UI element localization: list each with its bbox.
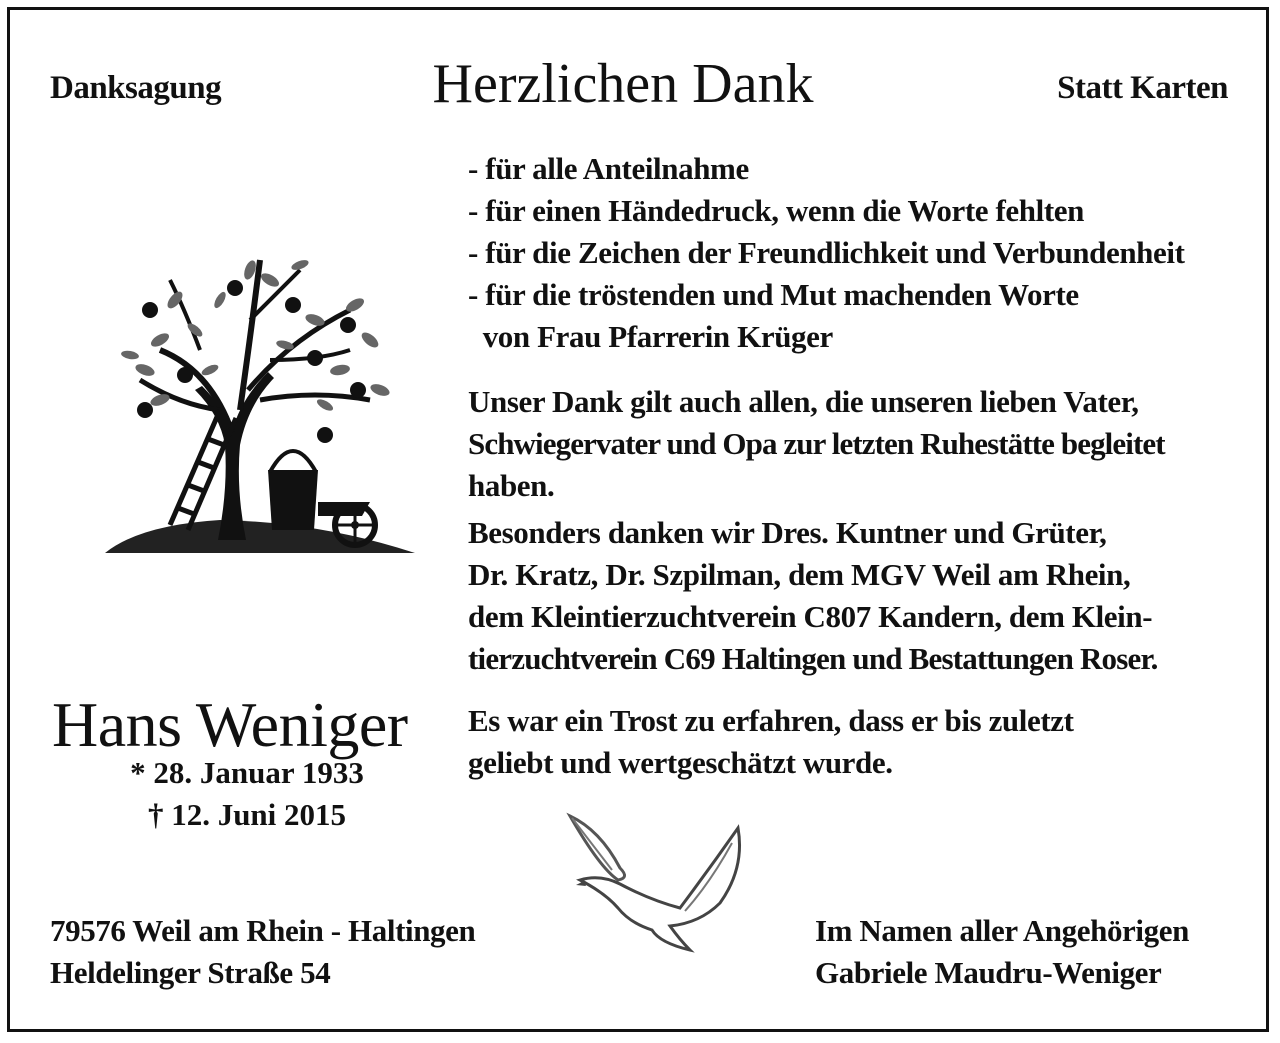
notice-title: Herzlichen Dank bbox=[432, 53, 814, 115]
deceased-name: Hans Weniger bbox=[52, 689, 408, 760]
birth-date: * 28. Januar 1933 bbox=[130, 755, 364, 790]
address-line: 79576 Weil am Rhein - Haltingen bbox=[50, 913, 476, 948]
paragraph-line: Besonders danken wir Dres. Kuntner und Grüter, bbox=[468, 515, 1107, 550]
paragraph-line: dem Kleintierzuchtverein C807 Kandern, dem Klein- bbox=[468, 599, 1153, 634]
paragraph-line: haben. bbox=[468, 468, 555, 503]
thanks-list bbox=[468, 148, 1185, 358]
paragraph-line: Es war ein Trost zu erfahren, dass er bis zuletzt bbox=[468, 703, 1074, 738]
paragraph-line: geliebt und wertgeschätzt wurde. bbox=[468, 745, 893, 780]
address-line: Heldelinger Straße 54 bbox=[50, 955, 331, 990]
list-item: - für einen Händedruck, wenn die Worte fehlten bbox=[468, 193, 1084, 228]
paragraph-1 bbox=[468, 381, 1165, 507]
paragraph-line: Unser Dank gilt auch allen, die unseren lieben Vater, bbox=[468, 384, 1139, 419]
list-item: - für alle Anteilnahme bbox=[468, 151, 749, 186]
address-block bbox=[50, 910, 475, 994]
signature-line: Gabriele Maudru-Weniger bbox=[815, 955, 1162, 990]
signature-block bbox=[815, 910, 1189, 994]
apple-tree-icon bbox=[100, 240, 420, 565]
header-left: Danksagung bbox=[50, 70, 222, 106]
death-date: † 12. Juni 2015 bbox=[147, 797, 347, 832]
signature-line: Im Namen aller Angehörigen bbox=[815, 913, 1189, 948]
paragraph-line: Dr. Kratz, Dr. Szpilman, dem MGV Weil am Rhein, bbox=[468, 557, 1131, 592]
paragraph-2 bbox=[468, 512, 1158, 680]
list-item: von Frau Pfarrerin Krüger bbox=[468, 319, 833, 354]
header-right: Statt Karten bbox=[1057, 70, 1228, 106]
dove-icon bbox=[560, 808, 760, 963]
paragraph-3 bbox=[468, 700, 1074, 784]
paragraph-line: Schwiegervater und Opa zur letzten Ruhestätte begleitet bbox=[468, 426, 1165, 461]
list-item: - für die tröstenden und Mut machenden Worte bbox=[468, 277, 1079, 312]
list-item: - für die Zeichen der Freundlichkeit und Verbundenheit bbox=[468, 235, 1185, 270]
paragraph-line: tierzuchtverein C69 Haltingen und Bestattungen Roser. bbox=[468, 641, 1158, 676]
